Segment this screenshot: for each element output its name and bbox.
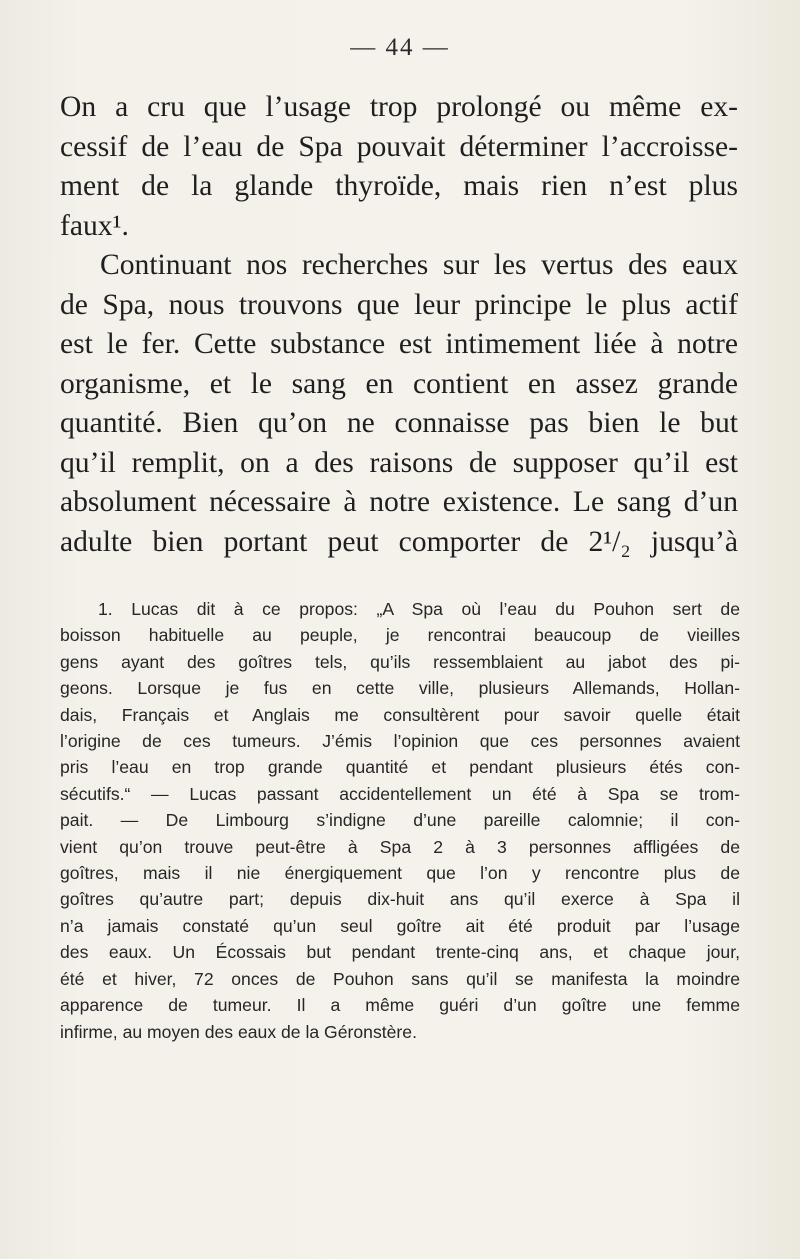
footnote-line: été et hiver, 72 onces de Pouhon sans qu’il se manifesta la moindre <box>60 968 740 989</box>
page-number: — 44 — <box>350 34 450 61</box>
text-line: de Spa, nous trouvons que leur principe le plus actif <box>60 288 738 321</box>
text-line: On a cru que l’usage trop prolongé ou même ex- <box>60 91 738 123</box>
footnote-line: gens ayant des goîtres tels, qu’ils ressemblaient au jabot des pi- <box>60 651 740 672</box>
footnote-line: goîtres qu’autre part; depuis dix-huit ans qu’il exerce à Spa il <box>60 889 740 910</box>
text-line: adulte bien portant peut comporter de 2¹/₂ jusqu’à <box>60 525 738 558</box>
text-line: organisme, et le sang en contient en assez grande <box>60 367 738 400</box>
text-line: qu’il remplit, on a des raisons de supposer qu’il est <box>60 446 738 479</box>
footnote-line: des eaux. Un Écossais but pendant trente-cinq ans, et chaque jour, <box>60 942 740 963</box>
footnote-line: dais, Français et Anglais me consultèrent pour savoir quelle était <box>60 704 740 725</box>
footnote-line: l’origine de ces tumeurs. J’émis l’opinion que ces personnes avaient <box>60 731 740 752</box>
footnote-line: sécutifs.“ — Lucas passant accidentellement un été à Spa se trom- <box>60 783 740 804</box>
text-line: est le fer. Cette substance est intimement liée à notre <box>60 328 738 360</box>
footnote-line: n’a jamais constaté qu’un seul goître ait été produit par l’usage <box>60 915 740 936</box>
footnote-line: pait. — De Limbourg s’indigne d’une pareille calomnie; il con- <box>60 810 740 831</box>
footnote-line: boisson habituelle au peuple, je rencontrai beaucoup de vieilles <box>60 625 740 646</box>
main-text <box>60 88 738 562</box>
footnote-line: 1. Lucas dit à ce propos: „A Spa où l’eau du Pouhon sert de <box>98 599 740 619</box>
footnote-line: pris l’eau en trop grande quantité et pendant plusieurs étés con- <box>60 757 740 778</box>
footnote <box>60 596 740 1045</box>
text-line: quantité. Bien qu’on ne connaisse pas bien le but <box>60 407 738 439</box>
footnote-line: goîtres, mais il nie énergiquement que l’on y rencontre plus de <box>60 863 740 884</box>
footnote-line: geons. Lorsque je fus en cette ville, plusieurs Allemands, Hollan- <box>60 678 740 699</box>
text-line: ment de la glande thyroïde, mais rien n’est plus <box>60 170 738 202</box>
text-line: cessif de l’eau de Spa pouvait déterminer l’accroisse- <box>60 130 738 163</box>
text-line: faux¹. <box>60 209 129 242</box>
text-line: absolument nécessaire à notre existence. Le sang d’un <box>60 486 738 518</box>
footnote-line: infirme, au moyen des eaux de la Géronstère. <box>60 1021 417 1042</box>
footnote-line: vient qu’on trouve peut-être à Spa 2 à 3 personnes affligées de <box>60 836 740 857</box>
footnote-line: apparence de tumeur. Il a même guéri d’un goître une femme <box>60 995 740 1016</box>
text-line: Continuant nos recherches sur les vertus des eaux <box>100 249 738 281</box>
